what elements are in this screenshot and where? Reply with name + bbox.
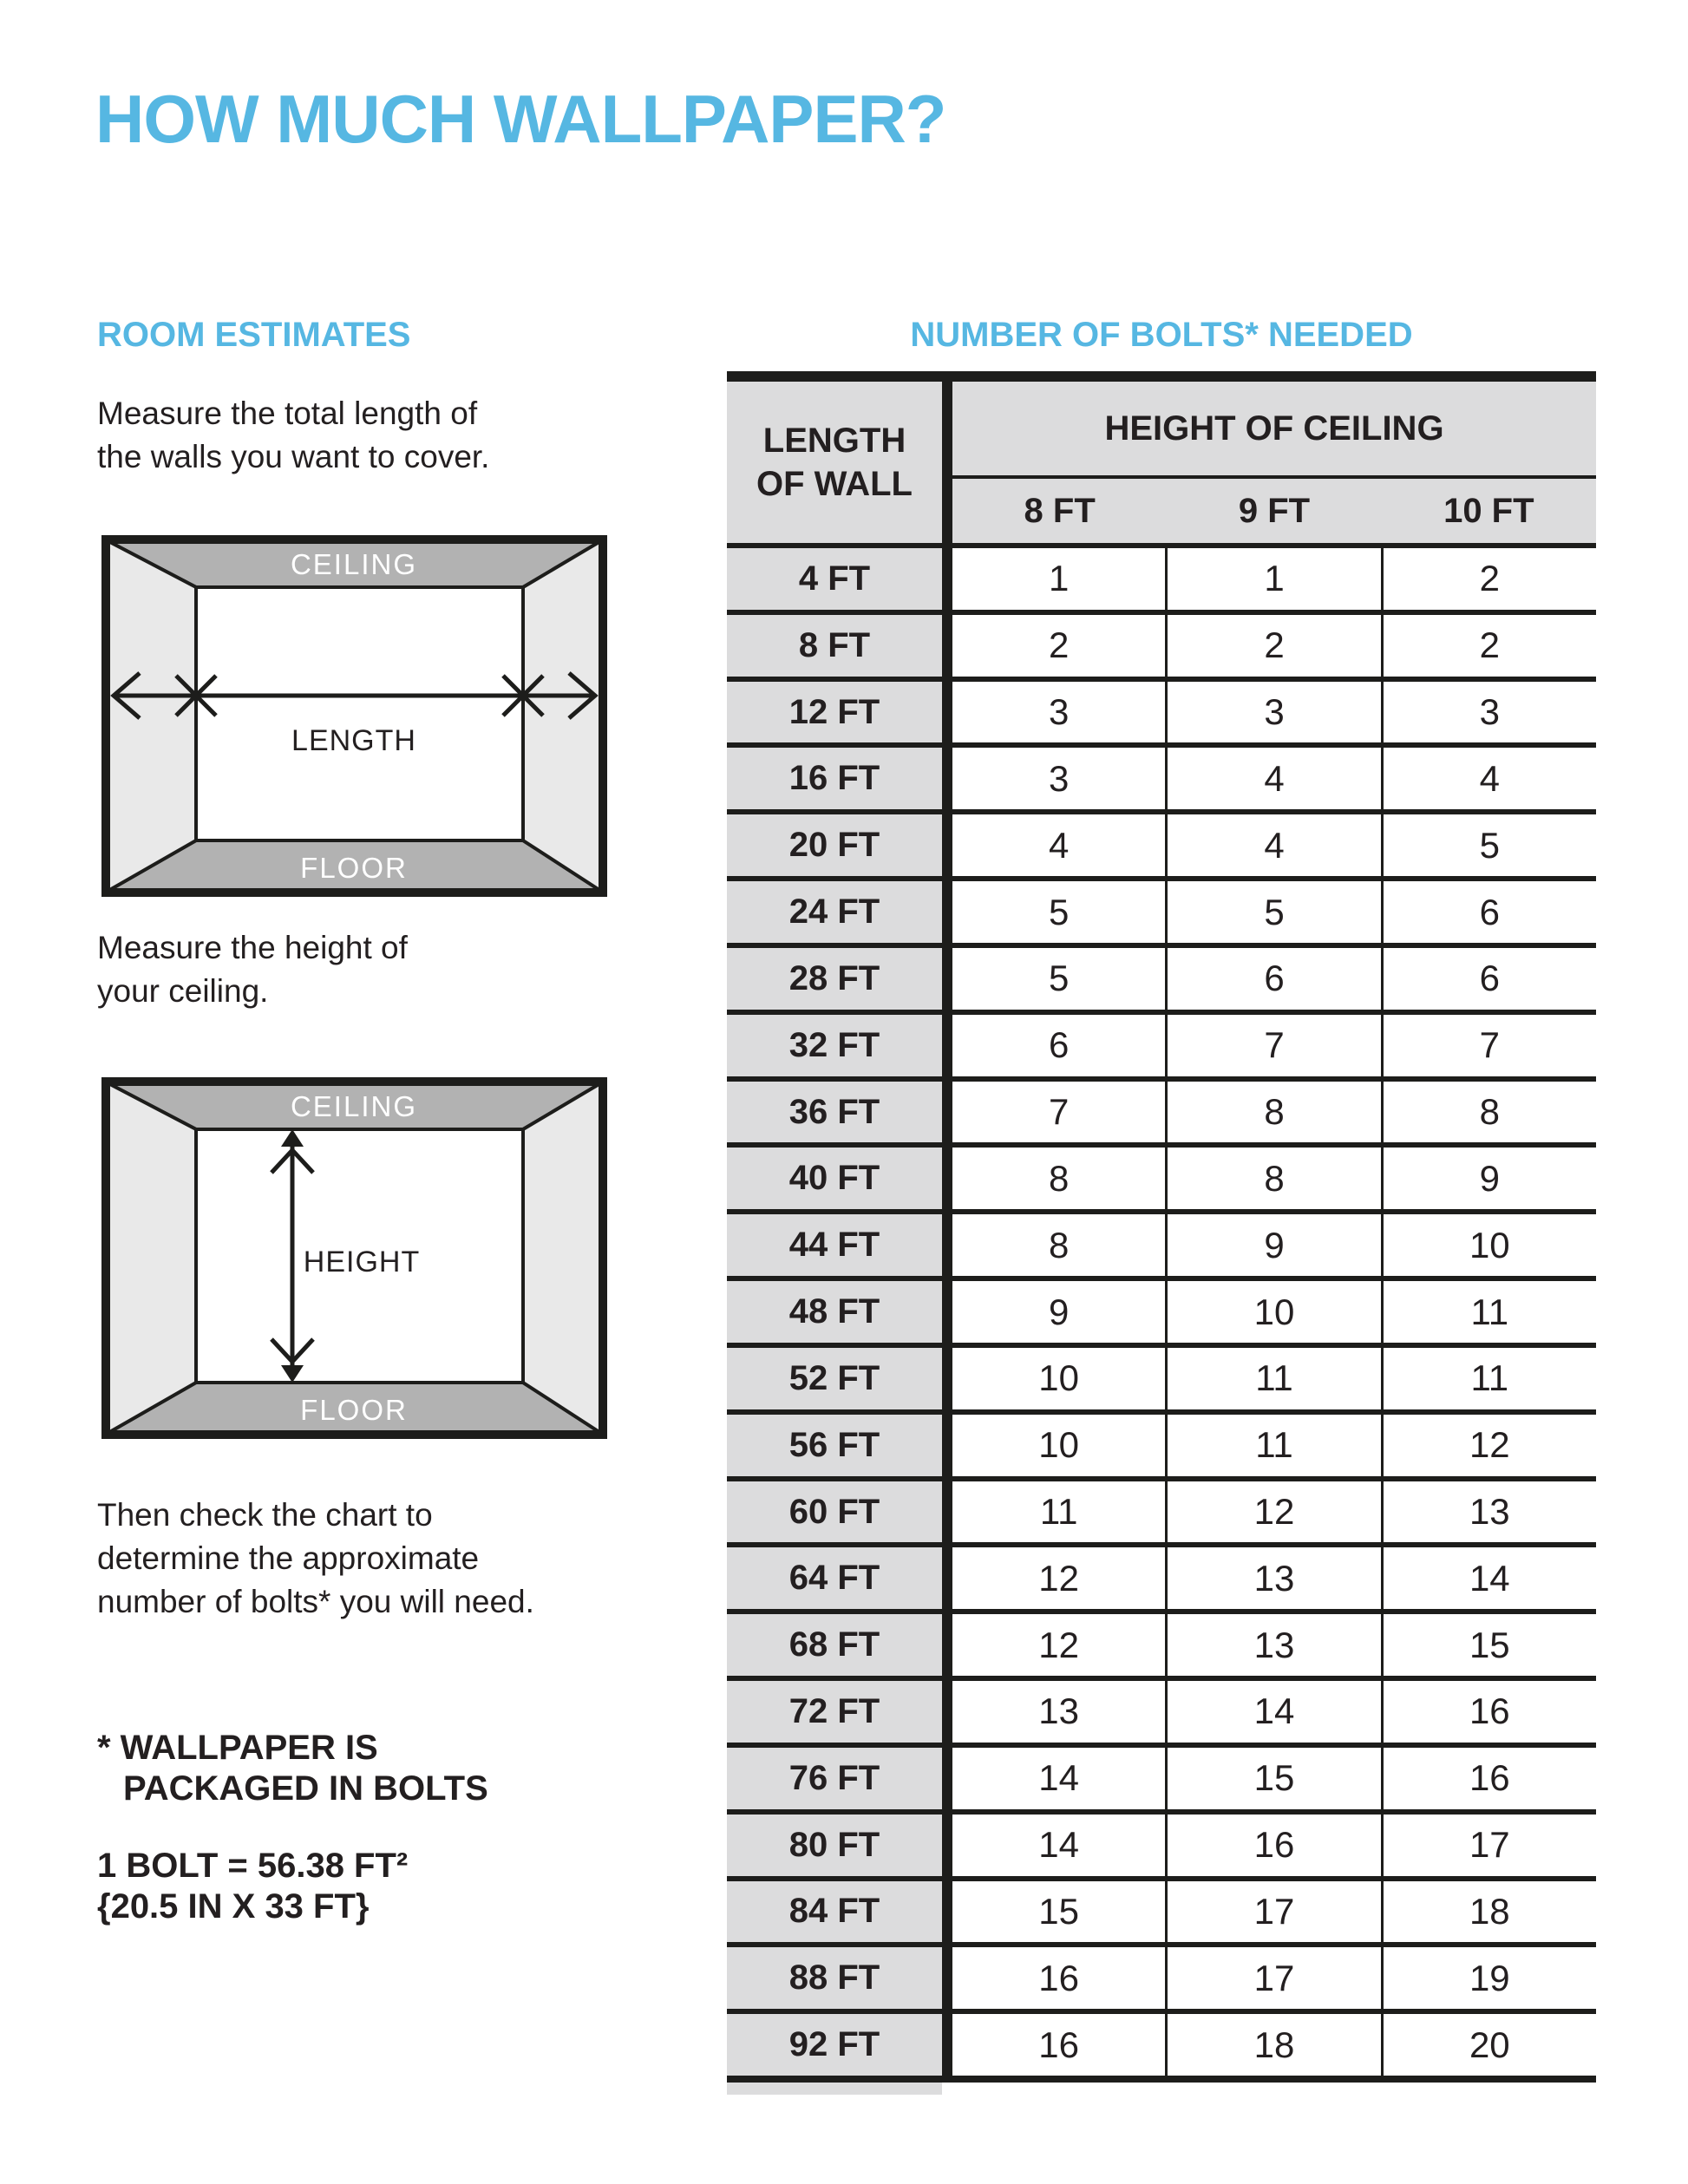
table-row (727, 1276, 1596, 1343)
floor-label: FLOOR (300, 852, 408, 884)
col-header-8ft: 8 FT (1024, 491, 1096, 530)
bolt-count-cell: 11 (1381, 1348, 1596, 1409)
table-row (727, 1209, 1596, 1276)
bolt-count-cell: 12 (1038, 1624, 1080, 1665)
bolt-count-cell: 16 (1038, 1957, 1080, 1998)
table-row (727, 610, 1596, 677)
bolt-count-cell: 12 (1165, 1481, 1380, 1543)
length-dimension-label: LENGTH (291, 724, 416, 757)
bolt-count-cell: 12 (1038, 1557, 1080, 1599)
bolt-count-cell: 8 (1048, 1224, 1070, 1265)
bolt-count-cell: 7 (1048, 1091, 1070, 1133)
col-header-9ft: 9 FT (1238, 491, 1311, 530)
column-headers (952, 479, 1596, 543)
bolt-count-cell: 4 (1165, 748, 1380, 809)
step2-text (97, 926, 408, 1013)
text-line: {20.5 IN X 33 FT} (97, 1887, 370, 1926)
bolt-count-cell: 2 (1165, 615, 1380, 677)
bolt-count-cell: 11 (1165, 1348, 1380, 1409)
wall-length-label: 24 FT (727, 881, 942, 943)
text-line: Then check the chart to (97, 1497, 433, 1533)
text-line: 1 BOLT = 56.38 FT² (97, 1847, 409, 1885)
table-row (727, 943, 1596, 1010)
bolt-count-cell: 2 (1381, 548, 1596, 610)
wall-length-label: 92 FT (727, 2014, 942, 2076)
text-line: number of bolts* you will need. (97, 1584, 534, 1619)
bolt-count-cell: 10 (1381, 1214, 1596, 1276)
bolt-count-cell: 17 (1165, 1881, 1380, 1943)
table-row (727, 2009, 1596, 2076)
table-row (727, 1142, 1596, 1209)
bolt-count-cell: 14 (1165, 1681, 1380, 1743)
table-row (727, 1409, 1596, 1476)
table-bottom-border (727, 2076, 1596, 2083)
length-of-wall-header (727, 382, 942, 543)
bolt-count-cell: 3 (1165, 682, 1380, 743)
bolt-count-cell: 13 (1165, 1547, 1380, 1609)
ceiling-label: CEILING (290, 548, 418, 580)
wall-length-label: 56 FT (727, 1415, 942, 1476)
bolt-count-cell: 9 (1381, 1148, 1596, 1209)
bolt-count-cell: 2 (1048, 624, 1070, 666)
table-row (727, 1876, 1596, 1943)
page-title: HOW MUCH WALLPAPER? (95, 81, 946, 157)
wall-length-label: 84 FT (727, 1881, 942, 1943)
wall-length-label: 64 FT (727, 1547, 942, 1609)
right-wall (523, 540, 602, 892)
wall-length-label: 28 FT (727, 948, 942, 1010)
bolt-count-cell: 14 (1038, 1757, 1080, 1799)
bolt-count-cell: 19 (1381, 1947, 1596, 2009)
table-row (727, 1942, 1596, 2009)
bolt-count-cell: 3 (1048, 691, 1070, 733)
back-wall (196, 587, 523, 840)
step3-text (97, 1494, 534, 1624)
wall-length-label: 32 FT (727, 1015, 942, 1076)
bolt-count-cell: 11 (1165, 1415, 1380, 1476)
table-row (727, 1010, 1596, 1076)
bolt-count-cell: 6 (1381, 881, 1596, 943)
bolt-count-cell: 14 (1038, 1824, 1080, 1866)
table-row (727, 1809, 1596, 1876)
bolt-count-cell: 5 (1381, 814, 1596, 876)
ceiling-label: CEILING (290, 1090, 418, 1122)
right-wall (523, 1082, 602, 1434)
bolt-count-cell: 17 (1381, 1815, 1596, 1876)
bolt-spec (97, 1846, 408, 1927)
bolt-count-cell: 6 (1165, 948, 1380, 1010)
header-line: LENGTH (762, 422, 906, 460)
bolt-count-cell: 14 (1381, 1547, 1596, 1609)
height-of-ceiling-header: HEIGHT OF CEILING (1104, 409, 1444, 448)
bolt-count-cell: 5 (1048, 891, 1070, 932)
table-row (727, 677, 1596, 743)
table-row (727, 1343, 1596, 1409)
table-top-border (727, 371, 1596, 382)
bolt-count-cell: 1 (1048, 558, 1070, 599)
room-estimates-heading: ROOM ESTIMATES (97, 316, 411, 354)
wall-length-label: 36 FT (727, 1082, 942, 1143)
bolt-count-cell: 16 (1381, 1748, 1596, 1809)
bolt-count-cell: 9 (1048, 1291, 1070, 1332)
wall-length-label: 88 FT (727, 1947, 942, 2009)
bolt-count-cell: 13 (1165, 1614, 1380, 1676)
bolt-count-cell: 16 (1381, 1681, 1596, 1743)
bolt-count-cell: 6 (1381, 948, 1596, 1010)
bolt-count-cell: 5 (1165, 881, 1380, 943)
text-line: Measure the height of (97, 930, 408, 965)
ceiling-header-group (952, 382, 1596, 543)
wall-length-label: 52 FT (727, 1348, 942, 1409)
bolt-count-cell: 1 (1165, 548, 1380, 610)
col-header-10ft: 10 FT (1443, 491, 1534, 530)
bolt-count-cell: 3 (1048, 757, 1070, 799)
text-line: PACKAGED IN BOLTS (123, 1769, 488, 1808)
left-wall (107, 1082, 196, 1434)
text-line: the walls you want to cover. (97, 439, 490, 474)
header-line: OF WALL (756, 465, 913, 503)
bolt-count-cell: 18 (1165, 2014, 1380, 2076)
bolt-count-cell: 8 (1165, 1148, 1380, 1209)
bolts-table (727, 371, 1596, 2095)
height-dimension-label: HEIGHT (303, 1246, 421, 1278)
bolt-count-cell: 10 (1038, 1357, 1080, 1399)
text-line: * WALLPAPER IS (97, 1729, 378, 1767)
bolt-table-rows (727, 548, 1596, 2076)
wallpaper-bolts-footnote (97, 1728, 488, 1809)
table-row (727, 548, 1596, 610)
step1-text (97, 392, 489, 479)
bolt-count-cell: 9 (1165, 1214, 1380, 1276)
bolt-count-cell: 2 (1381, 615, 1596, 677)
bolt-count-cell: 12 (1381, 1415, 1596, 1476)
left-wall (107, 540, 196, 892)
table-row (727, 1609, 1596, 1676)
bolt-count-cell: 18 (1381, 1881, 1596, 1943)
room-length-diagram (101, 535, 607, 897)
bolt-count-cell: 8 (1381, 1082, 1596, 1143)
wall-length-label: 16 FT (727, 748, 942, 809)
wall-length-label: 4 FT (727, 548, 942, 610)
bolt-count-cell: 16 (1165, 1815, 1380, 1876)
bolt-count-cell: 4 (1381, 748, 1596, 809)
wall-length-label: 12 FT (727, 682, 942, 743)
bolt-count-cell: 8 (1165, 1082, 1380, 1143)
bolt-count-cell: 7 (1165, 1015, 1380, 1076)
bolt-count-cell: 7 (1381, 1015, 1596, 1076)
bolt-count-cell: 10 (1165, 1281, 1380, 1343)
wall-length-label: 20 FT (727, 814, 942, 876)
table-row (727, 809, 1596, 876)
table-row (727, 1542, 1596, 1609)
table-row (727, 742, 1596, 809)
wall-length-label: 40 FT (727, 1148, 942, 1209)
table-row (727, 1743, 1596, 1809)
table-row (727, 1476, 1596, 1543)
table-row (727, 1076, 1596, 1143)
bolt-count-cell: 20 (1381, 2014, 1596, 2076)
wall-length-label: 72 FT (727, 1681, 942, 1743)
bolt-count-cell: 3 (1381, 682, 1596, 743)
text-line: Measure the total length of (97, 396, 478, 431)
bolt-count-cell: 13 (1038, 1690, 1080, 1732)
bolt-count-cell: 11 (1381, 1281, 1596, 1343)
bolt-count-cell: 13 (1381, 1481, 1596, 1543)
bolt-count-cell: 15 (1381, 1614, 1596, 1676)
bolt-count-cell: 6 (1048, 1024, 1070, 1066)
bolt-count-cell: 16 (1038, 2024, 1080, 2065)
bolt-count-cell: 8 (1048, 1157, 1070, 1199)
bolt-count-cell: 10 (1038, 1424, 1080, 1466)
bolt-count-cell: 5 (1048, 958, 1070, 999)
bolts-needed-heading: NUMBER OF BOLTS* NEEDED (910, 316, 1413, 354)
text-line: your ceiling. (97, 973, 269, 1009)
bolt-count-cell: 4 (1165, 814, 1380, 876)
table-row (727, 876, 1596, 943)
text-line: determine the approximate (97, 1540, 480, 1576)
wall-length-label: 48 FT (727, 1281, 942, 1343)
wall-length-label: 8 FT (727, 615, 942, 677)
bolt-count-cell: 17 (1165, 1947, 1380, 2009)
bolt-count-cell: 15 (1165, 1748, 1380, 1809)
wall-length-label: 44 FT (727, 1214, 942, 1276)
wall-length-label: 68 FT (727, 1614, 942, 1676)
bolt-count-cell: 4 (1048, 824, 1070, 866)
wall-length-label: 60 FT (727, 1481, 942, 1543)
floor-label: FLOOR (300, 1394, 408, 1426)
room-height-diagram (101, 1077, 607, 1439)
bolt-count-cell: 15 (1038, 1890, 1080, 1932)
wall-length-label: 80 FT (727, 1815, 942, 1876)
label-column-stub (727, 2083, 942, 2095)
table-row (727, 1676, 1596, 1743)
table-column-divider (942, 371, 952, 2083)
bolt-count-cell: 11 (1039, 1491, 1078, 1532)
wall-length-label: 76 FT (727, 1748, 942, 1809)
